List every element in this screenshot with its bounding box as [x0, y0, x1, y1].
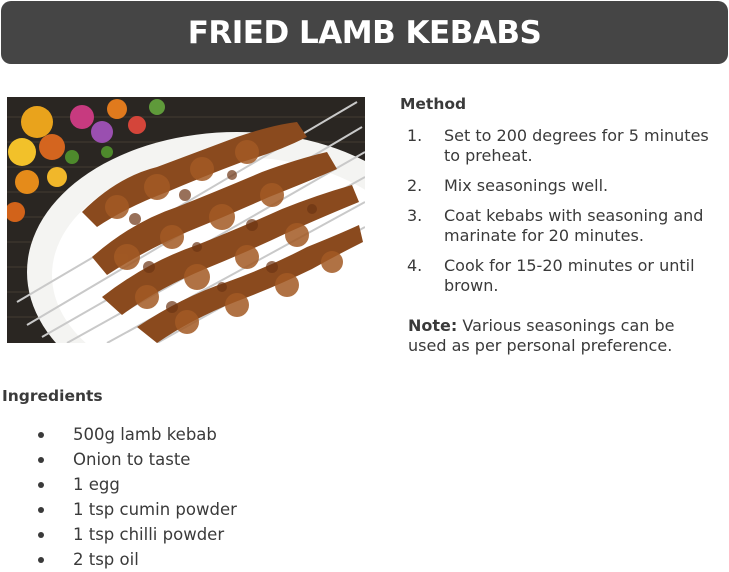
method-step — [400, 176, 720, 196]
ingredient-text: Onion to taste — [73, 450, 191, 469]
title-banner — [1, 1, 728, 64]
note — [408, 316, 718, 356]
method-step — [400, 206, 720, 246]
ingredient-list — [0, 422, 237, 572]
step-text: Cook for 15-20 minutes or until brown. — [444, 256, 695, 295]
step-text: Coat kebabs with seasoning and marinate for 20 minutes. — [444, 206, 704, 245]
method-heading: Method — [400, 95, 467, 113]
step-text: Mix seasonings well. — [444, 176, 609, 195]
bullet-icon — [38, 557, 44, 563]
bullet-icon — [38, 532, 44, 538]
note-text: Various seasonings can be used as per personal preference. — [408, 316, 675, 355]
ingredient-text: 1 tsp cumin powder — [73, 500, 237, 519]
ingredient-item — [0, 547, 237, 572]
kebab-photo — [7, 97, 365, 343]
ingredient-text: 1 tsp chilli powder — [73, 525, 225, 544]
method-step — [400, 126, 720, 166]
bullet-icon — [38, 457, 44, 463]
ingredient-item — [0, 447, 237, 472]
ingredient-item — [0, 422, 237, 447]
ingredient-text: 2 tsp oil — [73, 550, 139, 569]
step-number: 1. — [407, 126, 423, 145]
step-text: Set to 200 degrees for 5 minutes to preheat. — [444, 126, 709, 165]
ingredients-heading: Ingredients — [2, 387, 103, 405]
ingredient-text: 1 egg — [73, 475, 120, 494]
note-label: Note: — [408, 316, 458, 335]
step-number: 4. — [407, 256, 423, 275]
step-number: 3. — [407, 206, 423, 225]
method-step — [400, 256, 720, 296]
ingredient-item — [0, 497, 237, 522]
bullet-icon — [38, 482, 44, 488]
ingredient-item — [0, 472, 237, 497]
ingredient-text: 500g lamb kebab — [73, 425, 217, 444]
page-title: FRIED LAMB KEBABS — [187, 14, 542, 51]
step-number: 2. — [407, 176, 423, 195]
bullet-icon — [38, 507, 44, 513]
ingredient-item — [0, 522, 237, 547]
method-steps — [400, 126, 720, 306]
bullet-icon — [38, 432, 44, 438]
